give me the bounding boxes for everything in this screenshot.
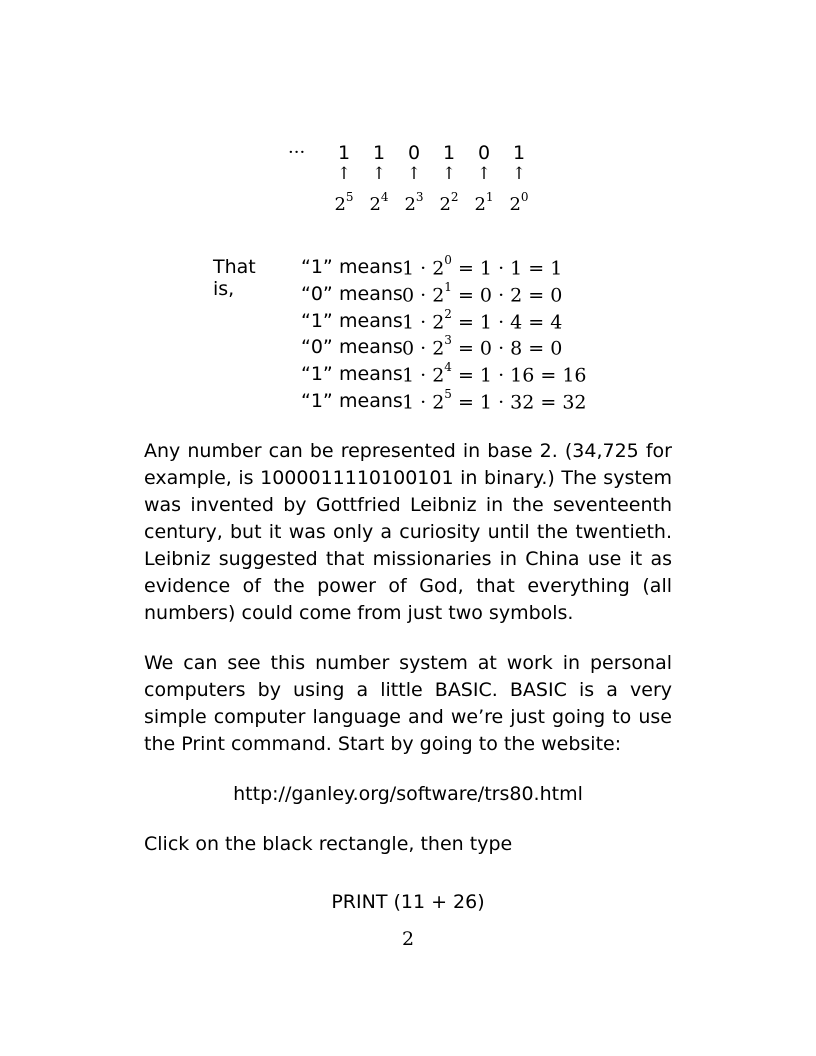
meaning-expression xyxy=(402,253,563,280)
power-exponent: 0 xyxy=(520,190,529,204)
expr-result: = 0 · 2 = 0 xyxy=(451,284,563,307)
binary-digit: 0 xyxy=(407,142,421,164)
expr-exponent: 4 xyxy=(444,360,452,375)
quoted-digit: “1” xyxy=(301,390,333,412)
power-base: 2 xyxy=(474,194,486,215)
means-word: means xyxy=(339,309,403,332)
expr-result: = 1 · 32 = 32 xyxy=(451,391,587,414)
instruction-text: Click on the black rectangle, then type xyxy=(144,833,513,855)
expr-coefficient: 0 · 2 xyxy=(402,337,445,360)
binary-digit: 1 xyxy=(337,142,351,164)
expr-coefficient: 1 · 2 xyxy=(402,310,445,333)
binary-digit: 1 xyxy=(372,142,386,164)
paragraph-binary-history: Any number can be represented in base 2. (34,725 for example, is 1000011110100101 in binary.) The system was invented by Gottfried Leibniz in the seventeenth century, but it was only a curiosity until the twentieth. Leibniz suggested that missionaries in China use it as evidence of the power of God, that everything (all numbers) could come from just two symbols. xyxy=(144,440,672,624)
binary-place-value-diagram xyxy=(280,142,540,222)
expr-exponent: 5 xyxy=(444,387,452,401)
ellipsis: ··· xyxy=(288,142,306,163)
expr-coefficient: 1 · 2 xyxy=(402,391,445,414)
up-arrow-icon: ↑ xyxy=(441,164,457,184)
up-arrow-icon: ↑ xyxy=(511,164,527,184)
meaning-expression xyxy=(402,387,587,414)
expr-result: = 0 · 8 = 0 xyxy=(451,337,563,360)
power-of-two xyxy=(434,192,464,215)
power-exponent: 1 xyxy=(485,190,494,204)
expr-result: = 1 · 4 = 4 xyxy=(451,310,563,333)
means-word: means xyxy=(339,282,403,305)
means-word: means xyxy=(339,336,403,359)
power-exponent: 5 xyxy=(345,190,354,204)
page-number: 2 xyxy=(401,928,415,950)
paragraph-basic-intro: We can see this number system at work in personal computers by using a little BASIC. BASIC is a very simple computer language and we’re just going to use the Print command. Start by going to the website: xyxy=(144,652,672,755)
expr-exponent: 3 xyxy=(444,333,452,348)
power-of-two xyxy=(364,192,394,215)
power-of-two xyxy=(504,192,534,215)
power-exponent: 4 xyxy=(380,190,389,204)
power-of-two xyxy=(399,192,429,215)
quoted-digit: “1” xyxy=(301,256,333,278)
quoted-digit: “1” xyxy=(301,309,333,332)
quoted-digit: “0” xyxy=(301,282,333,305)
meaning-expression xyxy=(402,333,563,360)
power-base: 2 xyxy=(334,194,346,215)
meaning-expression xyxy=(402,360,587,387)
power-exponent: 3 xyxy=(415,190,424,204)
meaning-expression xyxy=(402,279,563,307)
quoted-digit: “1” xyxy=(301,363,333,386)
means-word: means xyxy=(339,390,403,412)
binary-digit: 1 xyxy=(442,142,456,164)
power-of-two xyxy=(469,192,499,215)
power-base: 2 xyxy=(404,194,416,215)
up-arrow-icon: ↑ xyxy=(476,164,492,184)
binary-digit: 1 xyxy=(512,142,526,164)
up-arrow-icon: ↑ xyxy=(336,164,352,184)
means-word: means xyxy=(339,363,403,386)
website-url: http://ganley.org/software/trs80.html xyxy=(233,783,583,805)
print-command: PRINT (11 + 26) xyxy=(331,891,485,913)
quoted-digit: “0” xyxy=(301,336,333,359)
that-is-label: That is, xyxy=(213,256,256,300)
expr-result: = 1 · 16 = 16 xyxy=(451,364,587,387)
up-arrow-icon: ↑ xyxy=(371,164,387,184)
up-arrow-icon: ↑ xyxy=(406,164,422,184)
expr-exponent: 1 xyxy=(444,279,452,294)
power-base: 2 xyxy=(369,194,381,215)
power-base: 2 xyxy=(509,194,521,215)
power-of-two xyxy=(329,192,359,215)
power-base: 2 xyxy=(439,194,451,215)
power-exponent: 2 xyxy=(450,190,459,204)
expr-coefficient: 1 · 2 xyxy=(402,364,445,387)
expr-exponent: 0 xyxy=(444,253,452,267)
expr-coefficient: 0 · 2 xyxy=(402,284,445,307)
binary-digit: 0 xyxy=(477,142,491,164)
expr-result: = 1 · 1 = 1 xyxy=(451,257,563,280)
meaning-expression xyxy=(402,306,563,333)
means-word: means xyxy=(339,256,403,278)
expr-exponent: 2 xyxy=(444,306,452,321)
expr-coefficient: 1 · 2 xyxy=(402,257,445,280)
